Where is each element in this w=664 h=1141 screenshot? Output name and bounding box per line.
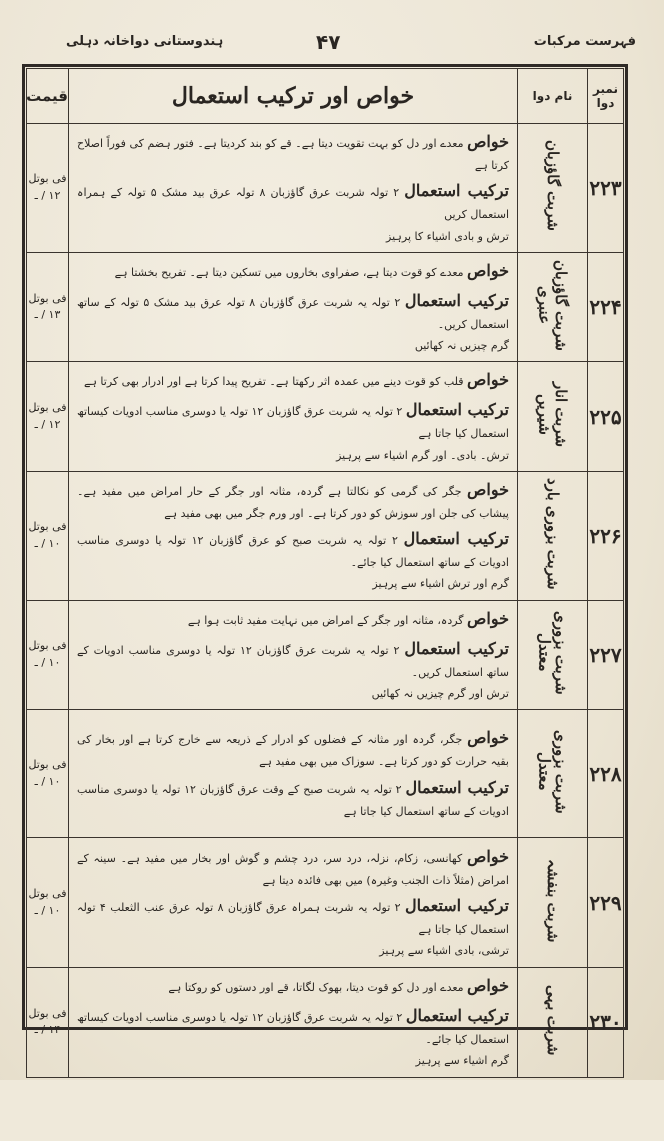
price-unit: فی بوتل bbox=[28, 401, 67, 414]
table-header-row bbox=[27, 69, 624, 124]
medicine-number: ۲۳۰ bbox=[588, 968, 624, 1078]
medicine-name: شربت انار شیریں bbox=[535, 381, 570, 448]
usage-text: ۲ تولہ یہ شربت صبح کے وقت عرق گاؤزبان ۱۲ تولہ یا دوسری مناسب ادویات کے ساتھ استعمال کیا جاتا ہے bbox=[77, 782, 509, 818]
usage-text: ۲ تولہ یہ شربت عرق گاؤزبان ۱۲ تولہ یا دوسری مناسب ادویات کے ساتھ استعمال کریں۔ bbox=[77, 643, 509, 679]
properties-label: خواص bbox=[467, 260, 509, 280]
properties-text: معدے اور دل کو بہت تقویت دیتا ہے۔ قے کو بند کردیتا ہے۔ فتور ہضم کی فوراً اصلاح کرتا ہے bbox=[77, 137, 509, 172]
medicine-name-cell bbox=[518, 838, 588, 968]
medicine-name-cell bbox=[518, 600, 588, 710]
avoid-note: ترش و بادی اشیاء کا پرہیز bbox=[386, 229, 509, 243]
medicine-name: شربت بنفشہ bbox=[543, 858, 562, 943]
medicine-name: شربت گاؤزبان bbox=[543, 140, 562, 232]
header-number: نمبر دوا bbox=[588, 69, 624, 124]
properties-label: خواص bbox=[467, 479, 509, 499]
table-row bbox=[27, 600, 624, 710]
usage-text: ۲ تولہ شربت عرق گاؤزبان ۸ تولہ عرق بید مشک ۵ تولہ کے ہمراہ استعمال کریں bbox=[77, 186, 509, 222]
page-number: ۴۷ bbox=[316, 30, 341, 54]
usage-label: ترکیب استعمال bbox=[405, 777, 509, 797]
usage-line bbox=[77, 635, 509, 682]
price-cell bbox=[27, 252, 69, 362]
medicine-name: شربت بزوری معتدل bbox=[535, 610, 570, 695]
price-value: ۱۰ / ـ bbox=[34, 774, 61, 788]
properties-line bbox=[77, 972, 509, 1000]
price-value: ۱۳ / ـ bbox=[34, 308, 61, 321]
medicine-number: ۲۲۹ bbox=[588, 838, 624, 968]
medicine-number: ۲۲۸ bbox=[588, 710, 624, 838]
properties-text: جگر کی گرمی کو نکالتا ہے گردہ، مثانہ اور جگر کے حار امراض میں مفید ہے۔ پیشاب کی جلن اور سوزش کو دور کرتا ہے۔ اور ورم جگر میں بھی مفید ہے bbox=[77, 484, 509, 520]
usage-text: ۲ تولہ یہ شربت عرق گاؤزبان ۱۲ تولہ یا دوسری مناسب ادویات کیساتھ استعمال کیا جائے۔ bbox=[77, 1011, 509, 1046]
properties-line bbox=[77, 476, 509, 523]
usage-text: ۲ تولہ یہ شربت عرق گاؤزبان ۱۲ تولہ یا دوسری مناسب ادویات کیساتھ استعمال کیا جاتا ہے bbox=[77, 405, 509, 441]
price-cell bbox=[27, 362, 69, 472]
table-row bbox=[27, 252, 624, 362]
price-value: ۱۲ / ـ bbox=[34, 417, 61, 431]
table-row bbox=[27, 838, 624, 968]
price-cell bbox=[27, 968, 69, 1078]
table-row bbox=[27, 710, 624, 838]
description-cell bbox=[69, 838, 518, 968]
price-unit: فی بوتل bbox=[28, 520, 67, 534]
properties-label: خواص bbox=[467, 132, 510, 151]
header-price: قیمت bbox=[27, 69, 69, 124]
medicine-name-cell bbox=[518, 968, 588, 1078]
medicine-name: شربت بزوری بارد bbox=[543, 477, 562, 590]
price-unit: فی بوتل bbox=[28, 758, 67, 771]
properties-text: معدے اور دل کو قوت دیتا، بھوک لگاتا، قے اور دستوں کو روکتا ہے bbox=[168, 981, 464, 994]
description-cell bbox=[69, 600, 518, 710]
medicine-number: ۲۲۶ bbox=[588, 471, 624, 600]
usage-label: ترکیب استعمال bbox=[405, 400, 509, 420]
price-cell bbox=[27, 838, 69, 968]
medicine-number: ۲۲۳ bbox=[588, 124, 624, 253]
properties-text: معدے کو قوت دیتا ہے، صفراوی بخاروں میں تسکین دیتا ہے۔ تفریح بخشتا ہے bbox=[114, 265, 464, 279]
usage-label: ترکیب استعمال bbox=[403, 529, 509, 548]
header-name: نام دوا bbox=[518, 69, 588, 124]
properties-text: جگر، گردہ اور مثانہ کے فضلوں کو ادرار کے ذریعہ سے خارج کرتا ہے اور بخار کی بقیہ حرارت کو دور کرتا ہے۔ سوزاک میں بھی مفید ہے bbox=[77, 733, 509, 769]
avoid-note: ترش اور گرم چیزیں نہ کھائیں bbox=[371, 686, 509, 700]
price-cell bbox=[27, 124, 69, 253]
header-description: خواص اور ترکیب استعمال bbox=[69, 69, 518, 124]
properties-label: خواص bbox=[467, 608, 509, 628]
price-unit: فی بوتل bbox=[28, 172, 67, 186]
price-cell bbox=[27, 600, 69, 710]
price-cell bbox=[27, 710, 69, 838]
properties-text: کھانسی، زکام، نزلہ، درد سر، درد چشم و گوش اور بخار میں مفید ہے۔ سینہ کے امراض (مثلاً ذات الجنب وغیرہ) میں بھی فائدہ دیتا ہے bbox=[77, 851, 509, 887]
description-cell bbox=[69, 968, 518, 1078]
description-cell bbox=[69, 362, 518, 472]
price-value: ۱۴ / ـ bbox=[34, 1023, 61, 1037]
medicine-number: ۲۲۴ bbox=[588, 252, 624, 362]
medicine-number: ۲۲۷ bbox=[588, 600, 624, 710]
medicine-name: شربت بہی bbox=[543, 985, 562, 1056]
usage-line bbox=[77, 892, 509, 939]
price-value: ۱۰ / ـ bbox=[34, 655, 61, 669]
description-cell bbox=[69, 471, 518, 600]
usage-text: ۲ تولہ یہ شربت صبح کو عرق گاؤزبان ۱۲ تولہ یا دوسری مناسب ادویات کے ساتھ استعمال کیا جائے۔ bbox=[77, 534, 509, 569]
price-unit: فی بوتل bbox=[28, 291, 67, 305]
price-unit: فی بوتل bbox=[28, 887, 67, 900]
avoid-note: ترشی، بادی اشیاء سے پرہیز bbox=[379, 944, 509, 958]
description-cell bbox=[69, 710, 518, 838]
avoid-note: گرم چیزیں نہ کھائیں bbox=[414, 339, 509, 352]
properties-text: گردہ، مثانہ اور جگر کے امراض میں نہایت مفید ثابت ہوا ہے bbox=[187, 613, 464, 627]
price-unit: فی بوتل bbox=[28, 639, 67, 653]
table-row bbox=[27, 124, 624, 253]
properties-label: خواص bbox=[467, 728, 510, 748]
usage-label: ترکیب استعمال bbox=[404, 638, 510, 658]
properties-label: خواص bbox=[467, 976, 509, 995]
usage-line bbox=[77, 287, 509, 334]
usage-line bbox=[77, 774, 509, 821]
properties-text: قلب کو قوت دینے میں عمدہ اثر رکھتا ہے۔ تفریح پیدا کرتا ہے اور ادرار بھی کرتا ہے bbox=[84, 375, 464, 389]
properties-line bbox=[77, 128, 509, 175]
price-cell bbox=[27, 471, 69, 600]
medicine-name-cell bbox=[518, 362, 588, 472]
medicine-name-cell bbox=[518, 252, 588, 362]
description-cell bbox=[69, 124, 518, 253]
medicine-number: ۲۲۵ bbox=[588, 362, 624, 472]
avoid-note: گرم اور ترش اشیاء سے پرہیز bbox=[372, 577, 509, 591]
price-unit: فی بوتل bbox=[28, 1006, 67, 1020]
running-head-left: ہندوستانی دواخانہ دہلی bbox=[66, 34, 224, 49]
usage-line bbox=[77, 525, 509, 572]
properties-label: خواص bbox=[467, 846, 509, 866]
price-value: ۱۰ / ـ bbox=[34, 903, 61, 917]
properties-line bbox=[77, 366, 509, 394]
table-row bbox=[27, 362, 624, 472]
medicine-name-cell bbox=[518, 124, 588, 253]
properties-line bbox=[77, 605, 509, 633]
medicine-name: شربت بزوری معتدل bbox=[535, 729, 570, 814]
table-row bbox=[27, 968, 624, 1078]
properties-line bbox=[77, 257, 509, 285]
usage-line bbox=[77, 1002, 509, 1049]
usage-label: ترکیب استعمال bbox=[404, 895, 510, 915]
usage-label: ترکیب استعمال bbox=[404, 181, 510, 201]
properties-label: خواص bbox=[467, 370, 509, 390]
description-cell bbox=[69, 252, 518, 362]
properties-line bbox=[77, 843, 509, 890]
medicine-name-cell bbox=[518, 471, 588, 600]
medicine-name: شربت گاؤزبان عنبری bbox=[535, 259, 570, 351]
usage-line bbox=[77, 177, 509, 224]
table-row bbox=[27, 471, 624, 600]
usage-text: ۲ تولہ یہ شربت ہمراہ عرق گاؤزبان ۸ تولہ عرق عنب الثعلب ۴ تولہ استعمال کیا جاتا ہے bbox=[77, 900, 509, 936]
properties-line bbox=[77, 724, 509, 771]
usage-line bbox=[77, 396, 509, 443]
medicine-table bbox=[26, 68, 624, 1078]
usage-text: ۲ تولہ یہ شربت عرق گاؤزبان ۸ تولہ عرق بید مشک ۵ تولہ کے ساتھ استعمال کریں۔ bbox=[77, 295, 509, 331]
usage-label: ترکیب استعمال bbox=[404, 290, 510, 310]
running-head-right: فہرست مرکبات bbox=[533, 34, 636, 49]
usage-label: ترکیب استعمال bbox=[405, 1006, 509, 1025]
avoid-note: ترش۔ بادی۔ اور گرم اشیاء سے پرہیز bbox=[336, 448, 509, 462]
avoid-note: گرم اشیاء سے پرہیز bbox=[415, 1054, 509, 1068]
price-value: ۱۲ / ـ bbox=[34, 188, 61, 202]
medicine-name-cell bbox=[518, 710, 588, 838]
price-value: ۱۰ / ـ bbox=[34, 536, 61, 550]
